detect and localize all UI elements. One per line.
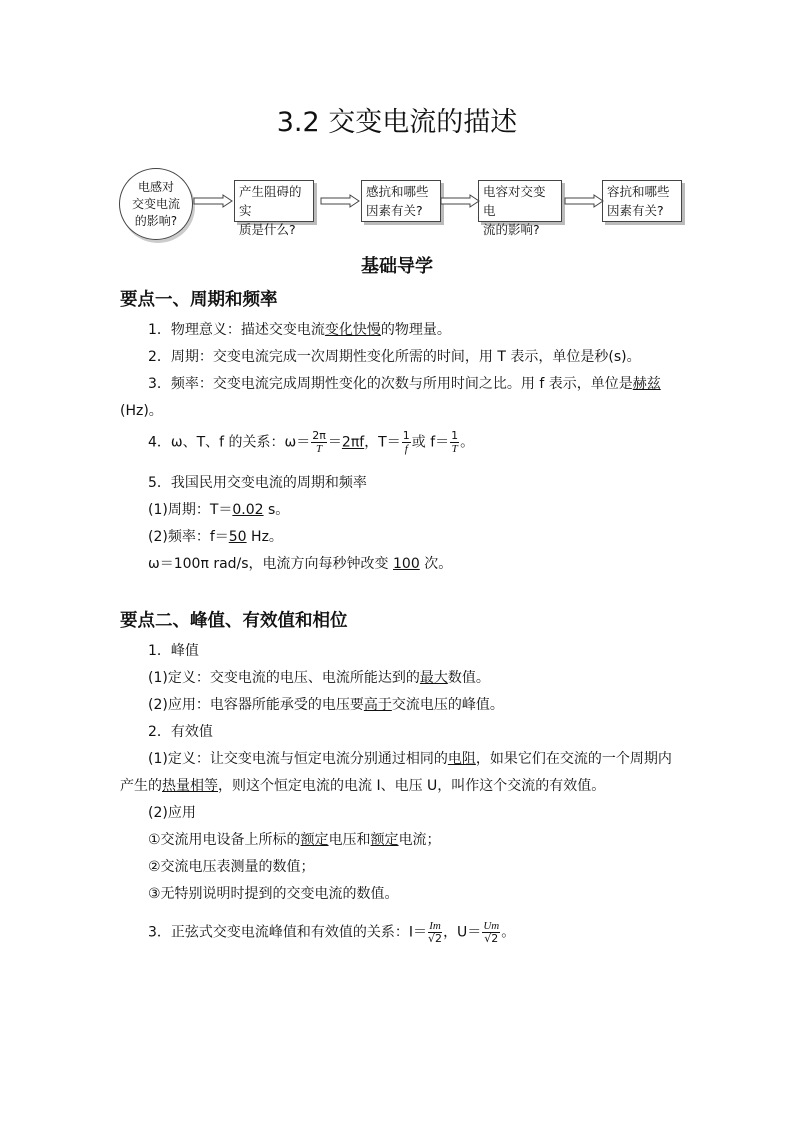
flow-step-2 xyxy=(361,180,441,222)
point1-line-3a: 3．频率：交变电流完成周期性变化的次数与所用时间之比。用 f 表示，单位是赫兹 xyxy=(148,376,661,392)
point2-line-2: (1)定义：交变电流的电压、电流所能达到的最大数值。 xyxy=(148,670,490,686)
flow-step-1-line-1: 产生阻碍的实 xyxy=(239,184,302,218)
section-heading: 基础导学 xyxy=(361,256,433,277)
flow-step-3-line-2: 流的影响? xyxy=(483,222,540,237)
point2-line-10: ③无特别说明时提到的交变电流的数值。 xyxy=(148,886,399,902)
flow-start-line-1: 电感对 xyxy=(137,179,174,194)
point2-line-5: (1)定义：让交变电流与恒定电流分别通过相同的电阻，如果它们在交流的一个周期内 xyxy=(148,751,672,767)
page-title: 3.2 交变电流的描述 xyxy=(276,107,518,138)
point1-line-6: (1)周期：T＝0.02 s。 xyxy=(148,502,290,518)
flow-step-4-line-1: 容抗和哪些 xyxy=(607,184,670,199)
point1-line-5: 5．我国民用交变电流的周期和频率 xyxy=(148,475,367,491)
flow-step-2-line-1: 感抗和哪些 xyxy=(366,184,429,199)
flow-start-line-2: 交变电流 xyxy=(131,196,180,211)
point1-heading: 要点一、周期和频率 xyxy=(120,290,278,310)
flow-start-line-3: 的影响? xyxy=(134,213,178,228)
flow-step-3 xyxy=(478,180,562,237)
point2-line-8: ①交流用电设备上所标的额定电压和额定电流； xyxy=(148,832,441,848)
point2-heading: 要点二、峰值、有效值和相位 xyxy=(120,611,348,631)
flow-start-circle xyxy=(119,168,193,240)
point1-line-8: ω＝100π rad/s，电流方向每秒钟改变 100 次。 xyxy=(148,556,453,572)
point2-line-9: ②交流电压表测量的数值； xyxy=(148,859,315,875)
point2-line-4: 2．有效值 xyxy=(148,724,213,740)
point1-line-3b: (Hz)。 xyxy=(120,403,163,419)
point1-line-1: 1．物理意义：描述交变电流变化快慢的物理量。 xyxy=(148,322,451,338)
flow-step-1 xyxy=(234,180,314,237)
flow-arrow-icon xyxy=(320,194,360,208)
flow-arrow-icon xyxy=(193,194,233,208)
flow-arrow-icon xyxy=(440,194,480,208)
flow-step-3-line-1: 电容对交变电 xyxy=(483,184,546,218)
point2-line-7: (2)应用 xyxy=(148,805,196,821)
flow-step-4 xyxy=(602,180,682,222)
point2-line-1: 1．峰值 xyxy=(148,643,199,659)
point2-line-3: (2)应用：电容器所能承受的电压要高于交流电压的峰值。 xyxy=(148,697,504,713)
point1-line-4: 4．ω、T、f 的关系：ω＝ $\frac{2\pi}{T}$ ＝2πf，T＝ $\frac{1}{f}$ 或 f＝ $\frac{1}{T}$ 。 xyxy=(148,429,475,455)
point1-line-2: 2．周期：交变电流完成一次周期性变化所需的时间，用 T 表示，单位是秒(s)。 xyxy=(148,349,641,365)
point2-line-6: 产生的热量相等，则这个恒定电流的电流 I、电压 U，叫作这个交流的有效值。 xyxy=(120,778,606,794)
flow-arrow-icon xyxy=(564,194,604,208)
point2-line-11: 3．正弦式交变电流峰值和有效值的关系：I＝ $\frac{Im}{√2}$ ，U＝ $\frac{Um}{√2}$ 。 xyxy=(148,920,516,945)
flow-step-2-line-2: 因素有关? xyxy=(366,203,423,218)
flow-step-1-line-2: 质是什么? xyxy=(239,222,296,237)
point1-line-7: (2)频率：f＝50 Hz。 xyxy=(148,529,283,545)
flow-step-4-line-2: 因素有关? xyxy=(607,203,664,218)
